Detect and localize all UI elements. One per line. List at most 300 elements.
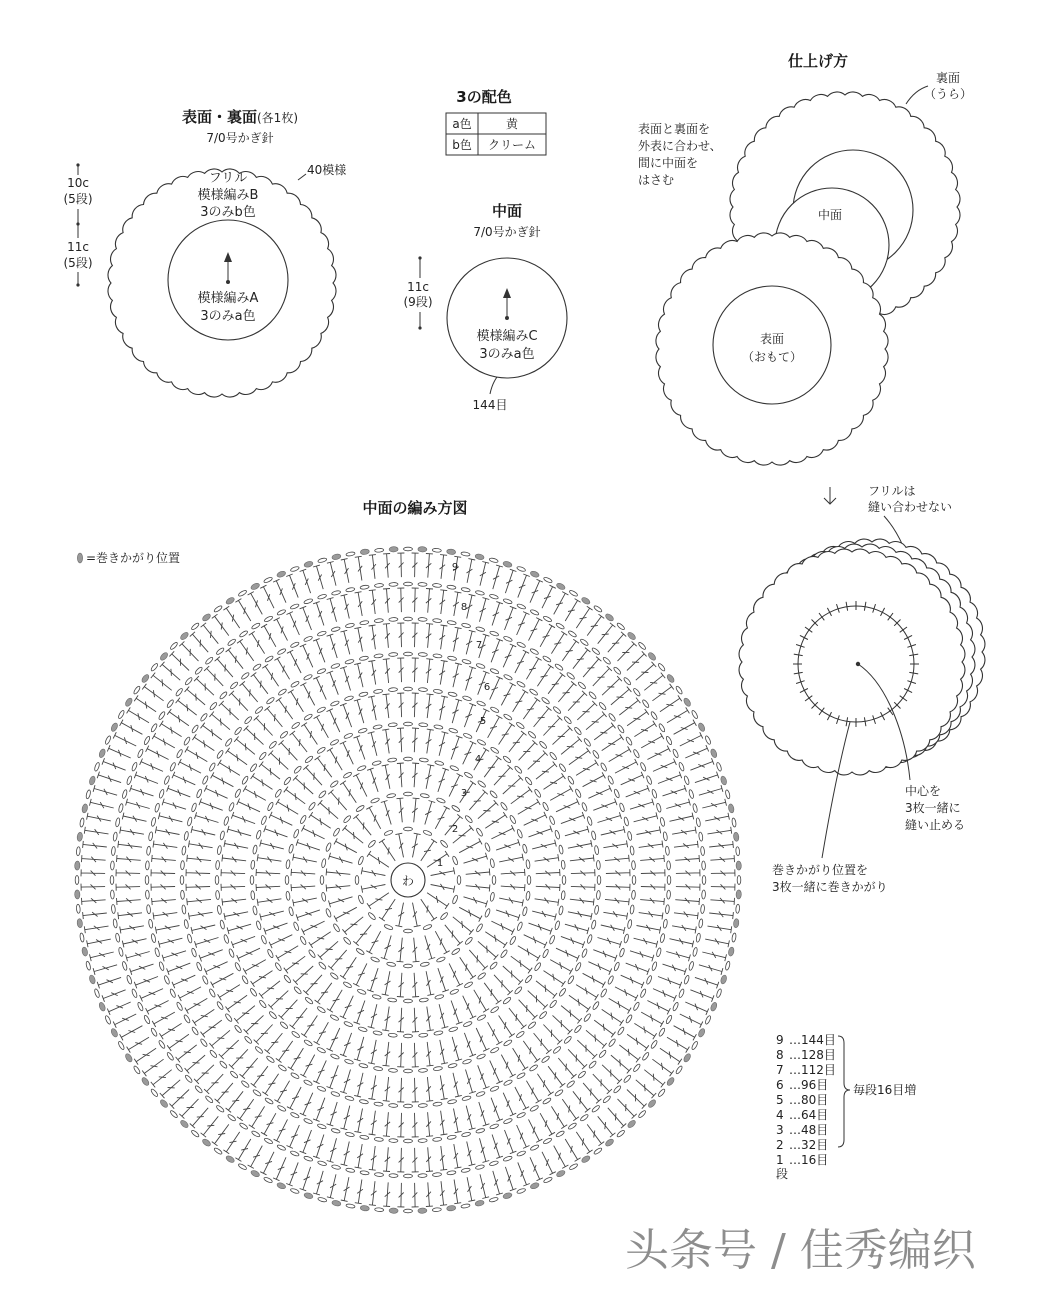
chain-round-7 <box>577 1070 586 1079</box>
whip-position-mark <box>418 547 427 553</box>
chain-round-9 <box>263 1176 273 1183</box>
stitch-round-3 <box>302 825 325 839</box>
whip-position-mark <box>303 560 313 568</box>
chain-round-6 <box>359 1099 369 1104</box>
stitch-round-9 <box>554 592 569 615</box>
stitch-round-5 <box>279 1000 298 1020</box>
chain-round-5 <box>527 1021 536 1030</box>
chain-round-9 <box>133 1065 141 1074</box>
chain-round-3 <box>286 860 291 869</box>
stitch-round-9 <box>397 553 404 577</box>
stitch-round-6 <box>440 1075 448 1099</box>
stitch-round-9 <box>134 695 156 711</box>
magic-ring-label: わ <box>401 874 415 888</box>
stitch-round-6 <box>466 667 476 691</box>
chain-round-6 <box>490 1085 500 1092</box>
chain-round-9 <box>704 735 711 745</box>
chain-round-7 <box>646 775 653 785</box>
stitch-round-9 <box>708 827 732 834</box>
chain-round-7 <box>625 1014 633 1024</box>
dimension-outer-size: 10c <box>67 176 89 190</box>
chain-round-8 <box>251 1130 261 1138</box>
stitch-round-5 <box>397 693 404 717</box>
stitch-round-5 <box>570 898 594 906</box>
stitch-round-9 <box>480 1174 489 1198</box>
stitch-round-3 <box>499 898 523 907</box>
stitch-round-6 <box>598 812 622 822</box>
chain-round-8 <box>665 1015 672 1025</box>
chain-round-7 <box>489 1123 499 1129</box>
stitch-round-8 <box>593 666 612 686</box>
stitch-round-6 <box>513 690 529 712</box>
chain-round-5 <box>249 763 257 772</box>
middle-title: 中面 <box>491 202 523 220</box>
stitch-round-5 <box>327 709 340 732</box>
chain-round-6 <box>476 663 486 669</box>
chain-round-9 <box>569 1163 579 1171</box>
chain-round-8 <box>113 919 118 928</box>
chain-round-7 <box>663 919 668 928</box>
round-count: …144目 <box>789 1033 836 1047</box>
chain-round-5 <box>587 816 593 826</box>
stitch-round-4 <box>327 748 342 770</box>
stitch-round-9 <box>702 799 726 808</box>
stitch-round-9 <box>644 673 665 691</box>
chain-round-5 <box>503 713 513 721</box>
stitch-round-6 <box>583 772 606 786</box>
stitch-round-6 <box>188 912 212 920</box>
front-back-title-note: (各1枚) <box>257 111 299 125</box>
chain-round-8 <box>591 1105 600 1113</box>
stitch-round-7 <box>354 1109 363 1133</box>
chain-round-7 <box>516 641 526 648</box>
chain-round-5 <box>516 1030 525 1038</box>
chain-round-7 <box>219 1060 228 1069</box>
stitch-round-5 <box>279 740 298 760</box>
chain-round-5 <box>344 1059 354 1065</box>
whip-position-mark <box>418 1208 427 1214</box>
whip-position-mark <box>81 947 88 957</box>
stitch-round-3 <box>328 950 347 970</box>
chain-round-7 <box>148 832 153 841</box>
stitch-round-7 <box>412 623 419 647</box>
stitch-round-8 <box>146 1001 169 1015</box>
chain-round-7 <box>374 1137 383 1142</box>
stitch-round-7 <box>369 1111 377 1135</box>
stitch-round-9 <box>644 1070 665 1088</box>
chain-round-7 <box>154 947 160 957</box>
stitch-round-7 <box>229 1049 248 1069</box>
whip-position-mark <box>627 1119 637 1129</box>
stitch-round-4 <box>269 935 292 949</box>
stitch-round-5 <box>528 991 548 1010</box>
middle-dimension <box>404 256 433 329</box>
chain-round-5 <box>558 988 566 997</box>
chain-round-8 <box>194 1085 203 1094</box>
chain-round-4 <box>317 746 326 754</box>
chain-round-1 <box>457 876 461 885</box>
chain-round-9 <box>79 818 84 827</box>
stitch-round-8 <box>647 746 670 760</box>
stitch-round-7 <box>172 772 195 785</box>
chain-round-8 <box>404 582 413 586</box>
chain-round-8 <box>623 1074 632 1083</box>
stitch-round-7 <box>162 951 186 962</box>
stitch-round-8 <box>658 977 682 989</box>
chain-round-5 <box>388 1068 397 1072</box>
stitch-round-8 <box>467 1142 476 1166</box>
chain-round-5 <box>596 860 600 869</box>
stitch-round-5 <box>314 1022 329 1045</box>
chain-round-4 <box>252 845 257 855</box>
chain-round-8 <box>702 876 706 885</box>
stitch-round-7 <box>369 625 376 649</box>
chain-round-8 <box>642 1052 650 1061</box>
stitch-round-3 <box>353 963 367 986</box>
stitch-round-8 <box>676 884 700 891</box>
stitch-round-4 <box>439 1004 448 1028</box>
chain-round-7 <box>651 789 657 799</box>
stitch-round-3 <box>412 763 419 787</box>
whip-note-line: 巻きかがり位置を <box>772 863 869 877</box>
chain-round-1 <box>404 827 413 831</box>
chain-round-9 <box>657 1088 666 1097</box>
chain-round-6 <box>266 697 275 705</box>
chain-round-6 <box>216 750 224 759</box>
chain-round-2 <box>476 827 484 836</box>
chain-round-9 <box>94 762 100 772</box>
stitch-round-7 <box>641 869 665 876</box>
stitch-round-5 <box>301 723 317 745</box>
stitch-round-9 <box>201 1116 219 1137</box>
stitch-round-8 <box>397 1148 404 1172</box>
chain-round-9 <box>404 1209 413 1213</box>
stitch-round-6 <box>313 676 326 699</box>
chain-round-1 <box>384 924 394 931</box>
stitch-round-9 <box>142 1059 163 1076</box>
stitch-round-8 <box>313 1135 324 1159</box>
stitch-round-8 <box>647 1001 670 1015</box>
chain-round-5 <box>217 845 222 854</box>
center-note-line: 3枚一緒に <box>905 801 961 815</box>
stitch-round-5 <box>340 703 352 727</box>
stitch-round-3 <box>496 910 520 921</box>
chain-round-8 <box>568 1122 577 1130</box>
stitch-round-5 <box>556 948 579 961</box>
stitch-round-7 <box>602 1009 624 1025</box>
chain-round-8 <box>623 677 632 686</box>
stitch-round-5 <box>556 799 579 812</box>
stitch-round-9 <box>709 841 733 848</box>
chain-round-6 <box>404 1104 413 1108</box>
chain-round-2 <box>325 842 332 852</box>
stitch-round-8 <box>573 1091 591 1112</box>
stitch-round-8 <box>670 813 694 822</box>
chain-round-5 <box>279 1021 288 1030</box>
chain-round-1 <box>440 839 449 848</box>
stitch-round-5 <box>426 1042 433 1066</box>
stitch-round-9 <box>82 898 106 905</box>
chain-round-8 <box>489 594 499 600</box>
chain-round-7 <box>252 663 261 671</box>
chain-round-7 <box>516 1112 526 1119</box>
dimension-outer-rows: (5段) <box>63 192 93 206</box>
whip-position-mark <box>697 722 706 732</box>
chain-round-5 <box>594 845 599 854</box>
stitch-round-9 <box>120 1026 143 1041</box>
chain-round-8 <box>205 656 214 665</box>
chain-round-7 <box>651 961 657 971</box>
chain-round-2 <box>325 908 332 918</box>
stitch-round-9 <box>212 1124 229 1145</box>
chain-round-8 <box>404 1174 413 1178</box>
stitch-round-3 <box>485 932 507 948</box>
stitch-round-8 <box>663 785 687 796</box>
chain-round-5 <box>516 721 525 729</box>
stitch-round-6 <box>606 869 630 876</box>
stitch-round-7 <box>383 624 390 648</box>
chain-round-8 <box>389 1174 398 1178</box>
chain-round-4 <box>256 920 262 930</box>
chain-round-3 <box>299 815 307 825</box>
chain-round-8 <box>447 585 456 590</box>
chain-round-8 <box>688 789 694 799</box>
color-value-b: クリーム <box>487 138 537 152</box>
stitch-round-5 <box>243 960 266 975</box>
chain-round-4 <box>343 733 353 740</box>
chain-round-5 <box>591 831 597 841</box>
round-label: 8 <box>460 602 468 613</box>
stitch-round-7 <box>626 785 650 797</box>
stitch-round-9 <box>151 1070 172 1088</box>
stitch-round-7 <box>537 1074 553 1096</box>
chain-round-7 <box>241 1080 250 1088</box>
stitch-round-7 <box>262 664 278 686</box>
chain-round-3 <box>372 760 382 766</box>
stitch-round-3 <box>491 921 514 935</box>
chain-round-8 <box>543 615 553 622</box>
stitch-round-5 <box>222 898 246 905</box>
chain-round-6 <box>331 663 341 669</box>
color-table <box>446 88 546 155</box>
chain-round-7 <box>145 861 149 870</box>
stitch-round-4 <box>412 728 419 752</box>
stitch-round-6 <box>501 1055 515 1078</box>
stitch-round-2 <box>381 801 391 825</box>
stitch-round-5 <box>464 703 476 727</box>
chain-round-2 <box>464 815 473 824</box>
stitch-round-4 <box>354 736 365 760</box>
stitch-round-9 <box>660 1048 682 1064</box>
chain-round-6 <box>613 789 620 799</box>
stitch-round-7 <box>251 1066 268 1087</box>
chain-round-6 <box>345 659 355 665</box>
chain-round-2 <box>484 842 491 852</box>
chain-round-5 <box>549 999 558 1008</box>
stitch-round-8 <box>274 1119 288 1142</box>
chain-round-8 <box>475 1164 485 1170</box>
whip-position-mark <box>225 1155 235 1164</box>
stitch-round-2 <box>413 938 420 962</box>
chain-round-2 <box>343 936 352 945</box>
stitch-round-3 <box>296 839 320 850</box>
chain-round-7 <box>617 724 625 733</box>
chain-round-4 <box>561 891 565 900</box>
stitch-round-6 <box>234 1006 255 1024</box>
chain-round-9 <box>317 557 327 563</box>
stitch-round-9 <box>412 1183 419 1207</box>
stitch-round-2 <box>353 925 371 946</box>
whip-position-mark <box>604 1138 614 1148</box>
chain-round-7 <box>475 1128 485 1134</box>
stitch-round-5 <box>224 840 248 849</box>
stitch-round-5 <box>568 911 592 920</box>
chain-round-7 <box>164 975 171 985</box>
stitch-round-7 <box>558 681 576 702</box>
chain-round-5 <box>433 689 442 694</box>
chain-round-3 <box>372 994 382 1000</box>
chain-round-3 <box>527 876 531 885</box>
stitch-round-8 <box>122 813 146 822</box>
stitch-round-9 <box>530 1157 543 1180</box>
stitch-round-6 <box>490 1060 503 1083</box>
chain-round-6 <box>462 1095 472 1101</box>
stitch-round-8 <box>152 733 175 748</box>
chain-round-2 <box>451 805 460 813</box>
chain-round-3 <box>330 780 339 788</box>
stitch-round-9 <box>190 1108 208 1128</box>
chain-round-7 <box>219 691 228 700</box>
chain-round-5 <box>217 905 222 914</box>
stitch-round-8 <box>300 1130 312 1154</box>
stitch-round-8 <box>215 1083 233 1104</box>
stitch-round-4 <box>315 983 332 1004</box>
whip-position-mark <box>733 832 739 842</box>
whip-position-mark <box>159 1099 169 1109</box>
stitch-round-4 <box>484 756 501 777</box>
stitch-round-9 <box>107 1002 130 1015</box>
stitch-round-8 <box>185 1055 206 1073</box>
stitch-round-7 <box>558 1058 576 1079</box>
chain-round-9 <box>213 605 222 613</box>
chain-round-6 <box>630 905 635 914</box>
stitch-round-3 <box>469 950 488 970</box>
stitch-round-8 <box>194 676 214 695</box>
chain-round-6 <box>278 688 287 696</box>
chain-round-7 <box>252 1089 261 1097</box>
stitch-round-9 <box>151 673 172 691</box>
whip-position-mark <box>733 918 739 928</box>
chain-round-8 <box>602 1095 611 1104</box>
chain-round-5 <box>591 920 597 930</box>
chain-round-6 <box>374 1102 383 1107</box>
stitch-round-7 <box>209 712 230 730</box>
stitch-round-9 <box>142 684 163 701</box>
stitch-round-8 <box>159 721 181 737</box>
chain-round-7 <box>418 1139 427 1143</box>
whip-position-mark <box>647 1099 657 1109</box>
chain-round-6 <box>345 1095 355 1101</box>
stitch-round-5 <box>570 855 594 862</box>
stitch-round-7 <box>300 1093 313 1116</box>
stitch-round-7 <box>151 884 175 891</box>
stitch-round-8 <box>313 602 324 626</box>
stitch-round-8 <box>676 869 700 876</box>
chain-round-9 <box>191 1129 200 1138</box>
stitch-round-5 <box>439 696 448 720</box>
chain-round-4 <box>502 996 511 1004</box>
chain-round-8 <box>122 789 128 799</box>
stitch-round-5 <box>561 812 585 824</box>
chain-round-5 <box>448 691 458 697</box>
whip-position-mark <box>276 570 286 578</box>
chain-round-5 <box>228 802 235 812</box>
chain-round-7 <box>665 905 670 914</box>
chain-round-6 <box>607 775 614 785</box>
chain-round-2 <box>420 962 430 967</box>
round-count: …64目 <box>789 1108 829 1122</box>
stitch-round-1 <box>379 839 395 861</box>
chain-round-3 <box>357 765 367 772</box>
chain-round-2 <box>476 923 484 932</box>
stitch-round-2 <box>381 936 391 960</box>
chain-round-6 <box>503 1079 513 1086</box>
stitch-round-1 <box>421 899 437 921</box>
chain-round-3 <box>388 998 397 1003</box>
chain-round-8 <box>277 609 287 616</box>
chain-round-8 <box>303 1155 313 1161</box>
stitch-round-6 <box>199 950 223 962</box>
stitch-round-6 <box>561 737 582 755</box>
stitch-round-9 <box>493 1171 503 1195</box>
stitch-round-6 <box>368 660 376 684</box>
stitch-round-7 <box>178 759 201 773</box>
stitch-round-8 <box>653 759 676 772</box>
chain-round-7 <box>663 832 668 841</box>
stitch-round-8 <box>672 827 696 835</box>
stitch-round-7 <box>641 884 665 891</box>
scallop-count-label: 40模様 <box>307 163 347 177</box>
stitch-round-8 <box>355 592 363 616</box>
round-count-legend <box>776 1033 916 1181</box>
frill-note-line: 縫い合わせない <box>868 500 953 514</box>
front-piece-label: 表面 <box>759 332 785 346</box>
chain-round-5 <box>433 1066 442 1071</box>
chain-round-9 <box>461 551 470 556</box>
dimension-dot <box>76 163 79 166</box>
chain-round-8 <box>665 736 672 746</box>
chain-round-1 <box>358 895 365 905</box>
stitch-round-3 <box>501 869 525 876</box>
chain-round-8 <box>389 582 398 586</box>
stitch-round-8 <box>176 698 197 716</box>
chain-round-9 <box>731 818 736 827</box>
stitch-round-9 <box>113 1014 136 1028</box>
stitch-round-4 <box>382 1007 390 1031</box>
stitch-round-6 <box>211 973 234 987</box>
stitch-round-9 <box>341 1177 350 1201</box>
stitch-round-8 <box>440 1146 447 1170</box>
chain-round-4 <box>542 802 549 812</box>
chain-round-8 <box>374 583 383 587</box>
chain-round-7 <box>317 630 327 636</box>
chain-round-7 <box>158 789 164 799</box>
chain-round-5 <box>404 1069 413 1073</box>
chain-round-8 <box>633 1063 641 1072</box>
whip-position-mark <box>697 1028 706 1038</box>
stitch-round-9 <box>179 641 198 661</box>
stitch-round-2 <box>464 897 488 907</box>
